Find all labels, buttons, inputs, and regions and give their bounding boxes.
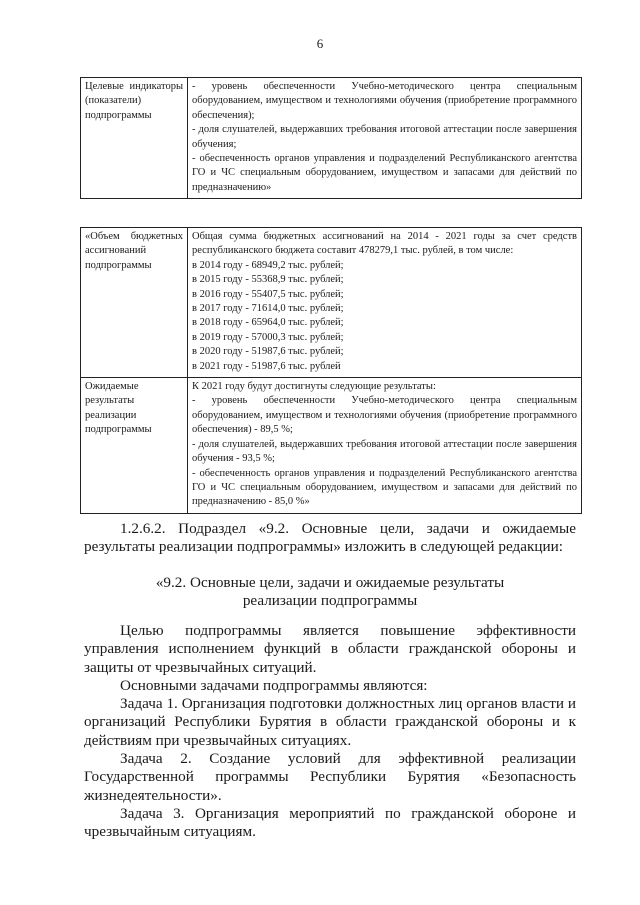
section-heading: [84, 574, 576, 611]
budget-year: в 2016 году - 55407,5 тыс. рублей;: [192, 288, 344, 300]
budget-year: в 2014 году - 68949,2 тыс. рублей;: [192, 259, 344, 271]
page-number: 6: [316, 36, 324, 51]
list-item: - доля слушателей, выдержавших требования итоговой аттестации после завершения обучения - 93,5 %;: [192, 438, 577, 465]
section-heading-line: реализации подпрограммы: [242, 592, 418, 610]
table-row: [81, 228, 582, 378]
paragraph: 1.2.6.2. Подраздел «9.2. Основные цели, задачи и ожидаемые результаты реализации подпрограммы» изложить в следующей редакции:: [84, 520, 576, 556]
table-value-cell: [188, 378, 582, 514]
list-item: - уровень обеспеченности Учебно-методического центра специальным оборудованием, имуществом и технологиями обучения (приобретение программного обеспечения) - 89,5 %;: [192, 395, 577, 436]
table-label-cell: «Объем бюджетных ассигнований подпрограммы: [81, 228, 188, 378]
table-value-cell: [188, 228, 582, 378]
budget-year: в 2021 году - 51987,6 тыс. рублей: [192, 360, 341, 372]
paragraph: Задача 3. Организация мероприятий по гражданской обороне и чрезвычайным ситуациям.: [84, 804, 576, 841]
table-label-cell: Целевые индикаторы (показатели) подпрограммы: [81, 78, 188, 199]
list-item: - доля слушателей, выдержавших требования итоговой аттестации после завершения обучения;: [192, 124, 577, 150]
budget-year: в 2018 году - 65964,0 тыс. рублей;: [192, 317, 344, 329]
section-heading-line: «9.2. Основные цели, задачи и ожидаемые результаты: [155, 574, 505, 591]
list-item: - уровень обеспеченности Учебно-методического центра специальным оборудованием, имуществом и технологиями обучения (приобретение программного обеспечения);: [192, 81, 577, 121]
budget-year: в 2017 году - 71614,0 тыс. рублей;: [192, 303, 344, 315]
table-label-cell: Ожидаемые результаты реализации подпрограммы: [81, 378, 188, 514]
paragraph: Основными задачами подпрограммы являются:: [120, 676, 428, 694]
target-indicators-table: [80, 77, 582, 199]
budget-results-table: [80, 227, 582, 514]
paragraph: Целью подпрограммы является повышение эффективности управления исполнением функций в области гражданской обороны и защиты от чрезвычайных ситуаций.: [84, 622, 576, 676]
paragraph: Задача 2. Создание условий для эффективной реализации Государственной программы Республики Бурятия «Безопасность жизнедеятельности».: [84, 750, 576, 804]
budget-year: в 2019 году - 57000,3 тыс. рублей;: [192, 331, 344, 343]
list-item: - обеспеченность органов управления и подразделений Республиканского агентства ГО и ЧС специальным оборудованием, имуществом и запасами для действий по предназначению»: [192, 153, 577, 193]
list-item: - обеспеченность органов управления и подразделений Республиканского агентства ГО и ЧС специальным оборудованием, имуществом и запасами для действий по предназначению - 85,0 %»: [192, 467, 577, 508]
section-body: [84, 622, 576, 842]
budget-intro: Общая сумма бюджетных ассигнований на 2014 - 2021 годы за счет средств республиканского бюджета составит 478279,1 тыс. рублей, в том числе:: [192, 231, 577, 257]
budget-year: в 2015 году - 55368,9 тыс. рублей;: [192, 274, 344, 286]
table-value-cell: [188, 78, 582, 199]
amendment-paragraph: [84, 520, 576, 557]
results-intro: К 2021 году будут достигнуты следующие результаты:: [192, 381, 436, 393]
paragraph: Задача 1. Организация подготовки должностных лиц органов власти и организаций Республики Бурятия в области гражданской обороны и к действиям при чрезвычайных ситуациях.: [84, 695, 576, 749]
table-row: [81, 78, 582, 199]
budget-year: в 2020 году - 51987,6 тыс. рублей;: [192, 346, 344, 358]
table-row: [81, 378, 582, 514]
